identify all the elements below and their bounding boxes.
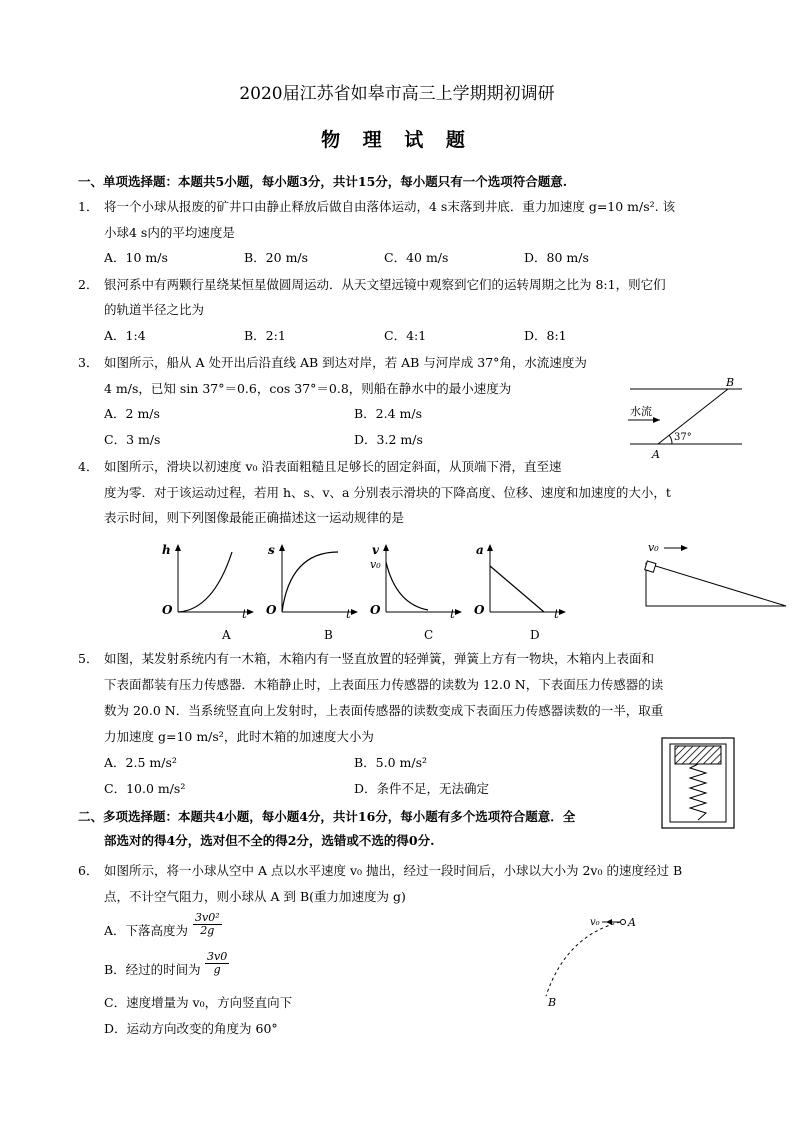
option-c: C．3 m/s (104, 432, 161, 447)
option-a: A．10 m/s (104, 250, 168, 265)
question-text: 度为零．对于该运动过程，若用 h、s、v、a 分别表示滑块的下降高度、位移、速度和加速度的大小，t (104, 485, 671, 500)
line (490, 566, 544, 612)
graph-d (470, 540, 570, 646)
question-text: 小球4 s内的平均速度是 (104, 225, 235, 240)
question-text: 银河系中有两颗行星绕某恒星做圆周运动．从天文望远镜中观察到它们的运转周期之比为 8:1，则它们 (104, 277, 666, 292)
question-number: 4． (78, 459, 99, 474)
origin-label: O (370, 603, 381, 617)
question-text: 下表面都装有压力传感器．木箱静止时，上表面压力传感器的读数为 12.0 N，下表面压力传感器的读 (104, 677, 664, 692)
option-b: B．2:1 (244, 328, 286, 343)
option-c: C．10.0 m/s² (104, 781, 186, 796)
curve (178, 552, 232, 612)
trajectory (546, 922, 620, 996)
question-text: 4 m/s，已知 sin 37°＝0.6，cos 37°＝0.8，则船在静水中的最小速度为 (104, 381, 512, 396)
label-b: B (548, 996, 557, 1008)
origin-label: O (162, 603, 173, 617)
question-text: 数为 20.0 N．当系统竖直向上发射时，上表面传感器的读数变成下表面压力传感器读数的一半，取重 (104, 703, 664, 718)
question-text: 如图所示，滑块以初速度 v₀ 沿表面粗糙且足够长的固定斜面，从顶端下滑，直至速 (104, 459, 562, 474)
label-angle: 37° (674, 432, 692, 443)
river-diagram (620, 372, 750, 462)
fraction-numerator: 3v0 (207, 950, 228, 963)
page-title: 2020届江苏省如皋市高三上学期期初调研 (239, 84, 555, 104)
question-number: 1． (78, 199, 99, 214)
curve (386, 562, 428, 610)
block (675, 746, 721, 764)
question-number: 5． (78, 651, 99, 666)
label-flow: 水流 (630, 405, 652, 418)
spring (690, 764, 706, 820)
graph-a (158, 540, 258, 646)
question-text: 如图，某发射系统内有一木箱，木箱内有一竖直放置的轻弹簧，弹簧上方有一物块，木箱内上表面和 (104, 651, 655, 666)
fraction-numerator: 3v0² (195, 911, 220, 924)
page-subtitle: 物 理 试 题 (321, 129, 473, 151)
section-heading-1: 一、单项选择题：本题共5小题，每小题3分，共计15分，每小题只有一个选项符合题意. (78, 174, 568, 189)
axis-y-label: h (162, 543, 171, 557)
axis-y-label: v (372, 543, 379, 557)
label-v0: v₀ (648, 541, 659, 554)
fraction-denominator: 2g (200, 923, 215, 937)
label-a: A (652, 448, 660, 461)
option-c: C．40 m/s (384, 250, 449, 265)
point-a (621, 920, 626, 925)
projectile-diagram (536, 908, 646, 1008)
path-ab (658, 389, 728, 444)
velocity-arrow (606, 919, 612, 925)
graph-b (262, 540, 362, 646)
flow-arrow-head (653, 417, 660, 423)
question-number: 3． (78, 355, 99, 370)
label-b: B (726, 376, 735, 389)
option-a: A．2 m/s (104, 406, 160, 421)
option-b-fraction (205, 951, 229, 975)
label-a: A (628, 916, 636, 929)
angle-arc (669, 435, 672, 444)
slider-block (645, 561, 656, 572)
option-c: C．速度增量为 v₀，方向竖直向下 (104, 995, 293, 1010)
option-a: A．2.5 m/s² (104, 755, 177, 770)
question-text: 力加速度 g=10 m/s²，此时木箱的加速度大小为 (104, 729, 374, 744)
graph-label: C (424, 628, 434, 642)
axis-x-label: t (346, 607, 351, 621)
axis-x-label: t (450, 607, 455, 621)
question-text: 如图所示，将一小球从空中 A 点以水平速度 v₀ 抛出，经过一段时间后，小球以大小为 2v₀ 的速度经过 B (104, 863, 683, 878)
section-heading-2-cont: 部选对的得4分，选对但不全的得2分，选错或不选的得0分. (104, 833, 435, 848)
question-text: 点，不计空气阻力，则小球从 A 到 B(重力加速度为 g) (104, 889, 406, 904)
graph-label: B (324, 628, 333, 642)
option-b: B．20 m/s (244, 250, 309, 265)
question-number: 2． (78, 277, 99, 292)
axis-x-label: t (242, 607, 247, 621)
option-a: A．1:4 (104, 328, 146, 343)
question-text: 的轨道半径之比为 (104, 302, 205, 317)
question-text: 如图所示，船从 A 处开出后沿直线 AB 到达对岸，若 AB 与河岸成 37°角，水流速度为 (104, 355, 587, 370)
option-d: D．条件不足，无法确定 (354, 781, 490, 796)
option-b: B．经过的时间为 (104, 962, 201, 977)
origin-label: O (474, 603, 485, 617)
axis-y-mark: v₀ (370, 558, 381, 571)
origin-label: O (266, 603, 277, 617)
axis-y-label: a (476, 543, 484, 557)
option-d: D．80 m/s (524, 250, 589, 265)
option-d: D．运动方向改变的角度为 60° (104, 1021, 278, 1036)
curve (282, 552, 338, 612)
option-a: A．下落高度为 (104, 923, 189, 938)
graph-c (366, 540, 466, 646)
option-a-fraction (193, 912, 222, 936)
option-c: C．4:1 (384, 328, 427, 343)
option-d: D．3.2 m/s (354, 432, 423, 447)
fraction-denominator: g (213, 962, 221, 976)
axis-y-label: s (268, 543, 275, 557)
section-heading-2: 二、多项选择题：本题共4小题，每小题4分，共计16分，每小题有多个选项符合题意．全 (78, 809, 576, 824)
incline-diagram (636, 536, 792, 612)
incline (646, 563, 786, 606)
label-v0: v₀ (590, 917, 600, 928)
box-spring-diagram (660, 736, 736, 830)
option-d: D．8:1 (524, 328, 567, 343)
axis-x-label: t (554, 607, 559, 621)
option-b: B．5.0 m/s² (354, 755, 428, 770)
velocity-arrow (681, 545, 688, 551)
graph-label: A (222, 628, 231, 642)
graph-label: D (530, 628, 540, 642)
question-text: 表示时间，则下列图像最能正确描述这一运动规律的是 (104, 510, 405, 525)
question-number: 6． (78, 863, 99, 878)
option-b: B．2.4 m/s (354, 406, 423, 421)
question-text: 将一个小球从报废的矿井口由静止释放后做自由落体运动，4 s末落到井底．重力加速度 g=10 m/s². 该 (104, 199, 676, 214)
